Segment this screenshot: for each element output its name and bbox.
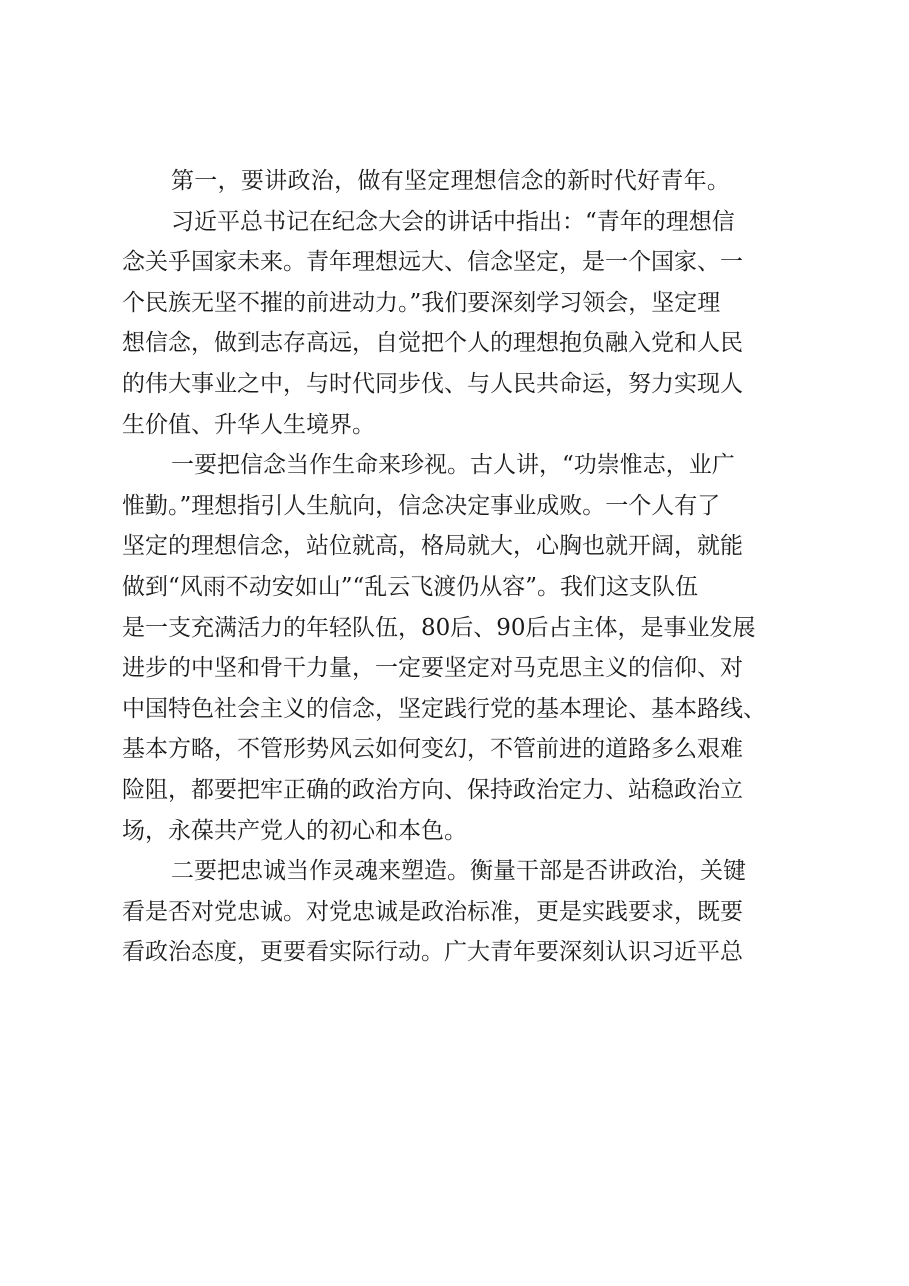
paragraph-line: 险阻，都要把牢正确的政治方向、保持政治定力、站稳政治立: [122, 776, 743, 803]
paragraph-1: [122, 202, 812, 446]
document-body: [122, 161, 812, 973]
paragraph-2: [122, 445, 812, 851]
paragraph-3: [122, 851, 812, 973]
paragraph-line: 二要把忠诚当作灵魂来塑造。衡量干部是否讲政治，关键: [171, 858, 746, 885]
paragraph-line: 想信念，做到志存高远，自觉把个人的理想抱负融入党和人民: [122, 330, 743, 357]
paragraph-line: 看是否对党忠诚。对党忠诚是政治标准，更是实践要求，既要: [122, 898, 743, 925]
paragraph-line: 习近平总书记在纪念大会的讲话中指出：“青年的理想信: [171, 208, 735, 235]
section-heading: 第一，要讲政治，做有坚定理想信念的新时代好青年。: [171, 168, 731, 194]
paragraph-line: 一要把信念当作生命来珍视。古人讲，“功崇惟志，业广: [171, 452, 735, 479]
paragraph-line: 坚定的理想信念，站位就高，格局就大，心胸也就开阔，就能: [122, 533, 743, 560]
paragraph-line: 个民族无坚不摧的前进动力。”我们要深刻学习领会，坚定理: [122, 289, 721, 316]
paragraph-line: 看政治态度，更要看实际行动。广大青年要深刻认识习近平总: [122, 939, 743, 966]
paragraph-line: 是一支充满活力的年轻队伍，80后、90后占主体，是事业发展: [122, 614, 756, 641]
paragraph-line: 念关乎国家未来。青年理想远大、信念坚定，是一个国家、一: [122, 249, 743, 276]
paragraph-line: 的伟大事业之中，与时代同步伐、与人民共命运，努力实现人: [122, 370, 743, 397]
paragraph-line: 生价值、升华人生境界。: [122, 411, 375, 438]
paragraph-line: 基本方略，不管形势风云如何变幻，不管前进的道路多么艰难: [122, 736, 743, 763]
paragraph-line: 场，永葆共产党人的初心和本色。: [122, 817, 467, 844]
paragraph-line: 中国特色社会主义的信念，坚定践行党的基本理论、基本路线、: [122, 695, 766, 722]
paragraph-line: 进步的中坚和骨干力量，一定要坚定对马克思主义的信仰、对: [122, 655, 743, 682]
paragraph-line: 做到“风雨不动安如山”“乱云飞渡仍从容”。我们这支队伍: [122, 573, 699, 600]
paragraph-line: 惟勤。”理想指引人生航向，信念决定事业成败。一个人有了: [122, 492, 721, 519]
